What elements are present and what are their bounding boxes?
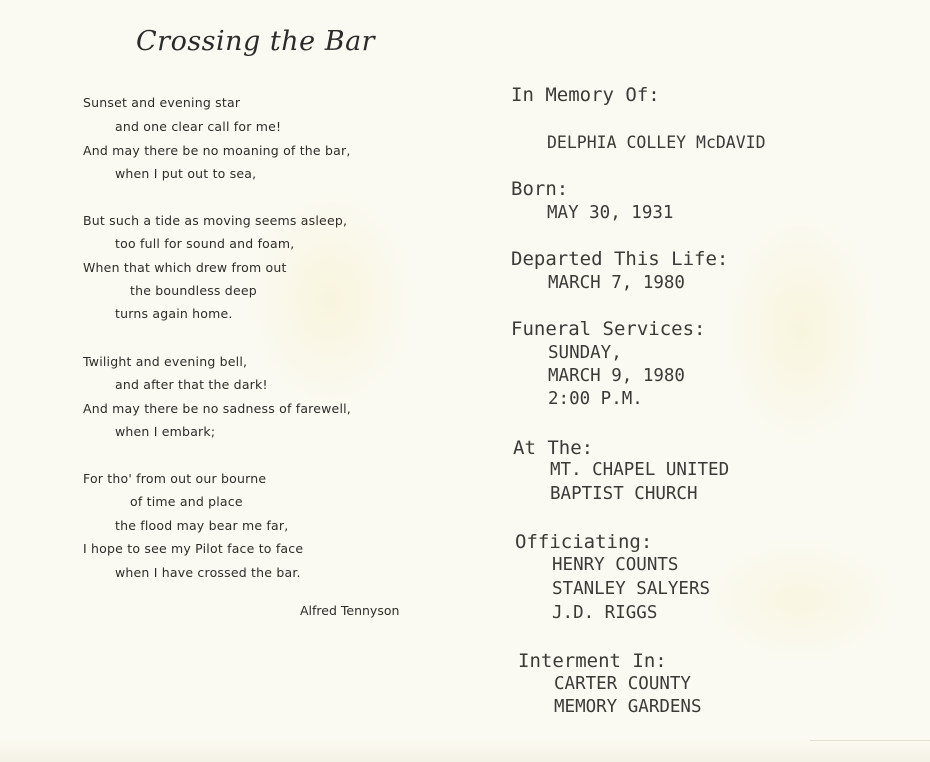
poem-author: Alfred Tennyson	[300, 603, 400, 618]
poem-line: when I put out to sea,	[115, 166, 257, 181]
born-date: MAY 30, 1931	[547, 203, 674, 223]
officiant-name: STANLEY SALYERS	[552, 579, 711, 599]
funeral-date: MARCH 9, 1980	[548, 366, 685, 386]
poem-line: And may there be no sadness of farewell,	[83, 401, 351, 416]
officiating-label: Officiating:	[515, 531, 653, 553]
poem-line: Twilight and evening bell,	[83, 354, 248, 369]
born-label: Born:	[511, 178, 569, 200]
officiant-name: HENRY COUNTS	[552, 555, 679, 575]
poem-line: the flood may bear me far,	[115, 518, 289, 533]
departed-label: Departed This Life:	[511, 248, 729, 270]
poem-line: But such a tide as moving seems asleep,	[83, 213, 348, 228]
officiant-name: J.D. RIGGS	[552, 603, 658, 623]
poem-line: too full for sound and foam,	[115, 236, 295, 251]
funeral-day: SUNDAY,	[548, 343, 622, 363]
interment-label: Interment In:	[518, 650, 667, 672]
poem-title: Crossing the Bar	[136, 26, 376, 57]
paper-bottom-edge	[0, 740, 930, 762]
poem-line: turns again home.	[115, 306, 233, 321]
funeral-label: Funeral Services:	[511, 318, 706, 340]
place-line-2: BAPTIST CHURCH	[550, 484, 698, 504]
poem-line: I hope to see my Pilot face to face	[83, 541, 304, 556]
poem-line: of time and place	[130, 494, 243, 509]
poem-line: And may there be no moaning of the bar,	[83, 143, 351, 158]
fold-line	[810, 740, 930, 741]
poem-line: For tho' from out our bourne	[83, 471, 267, 486]
poem-line: Sunset and evening star	[83, 95, 241, 110]
poem-line: when I embark;	[115, 424, 216, 439]
interment-line-2: MEMORY GARDENS	[554, 697, 702, 717]
at-label: At The:	[513, 437, 594, 459]
interment-line-1: CARTER COUNTY	[554, 674, 691, 694]
poem-line: when I have crossed the bar.	[115, 565, 301, 580]
departed-date: MARCH 7, 1980	[548, 273, 685, 293]
poem-line: and one clear call for me!	[115, 119, 282, 134]
in-memory-label: In Memory Of:	[511, 84, 660, 106]
deceased-name: DELPHIA COLLEY McDAVID	[547, 133, 766, 152]
poem-line: When that which drew from out	[83, 260, 287, 275]
poem-line: and after that the dark!	[115, 377, 268, 392]
poem-line: the boundless deep	[130, 283, 257, 298]
place-line-1: MT. CHAPEL UNITED	[550, 460, 730, 480]
funeral-time: 2:00 P.M.	[548, 389, 643, 409]
